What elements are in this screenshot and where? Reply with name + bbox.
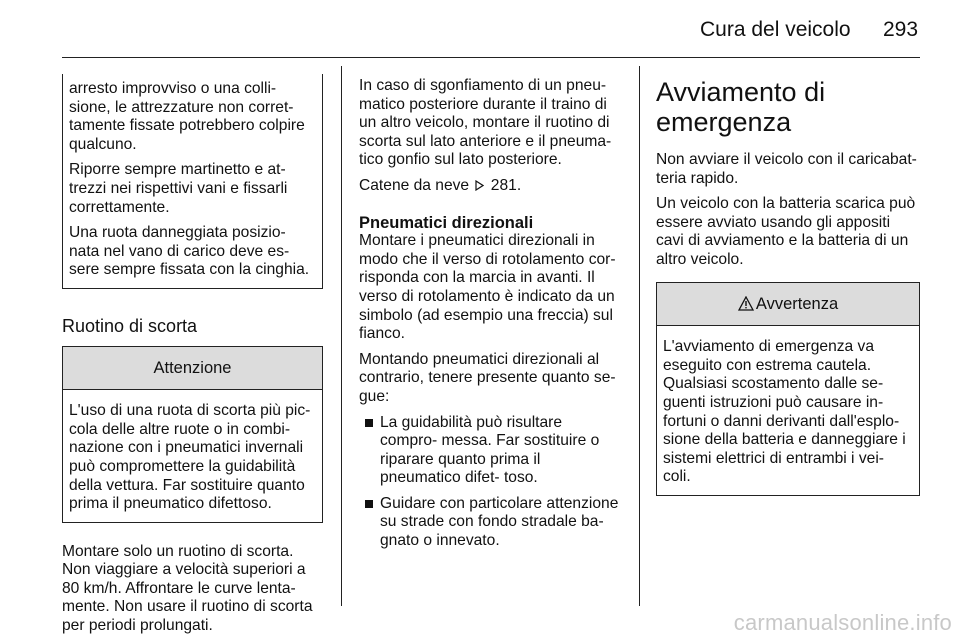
- section-title-spare-wheel: Ruotino di scorta: [62, 315, 198, 336]
- warning-box-header: [657, 283, 919, 327]
- snow-chains-text: Catene da neve: [359, 176, 470, 194]
- column-divider-right: [639, 66, 640, 606]
- warning-box: [656, 282, 920, 496]
- page-number: 293: [883, 18, 919, 41]
- list-item: [359, 414, 623, 488]
- warning-paragraph: Una ruota danneggiata posizio- nata nel vano di carico deve es- sere sempre fissata con la cinghia.: [69, 224, 310, 279]
- directional-reverse-paragraph: Montando pneumatici direzionali al contrario, tenere presente quanto se- gue:: [359, 350, 616, 405]
- list-item: [359, 495, 623, 551]
- right-triangle-outline-icon: [475, 180, 484, 191]
- towing-paragraph: In caso di sgonfiamento di un pneu- matico posteriore durante il traino di un altro veicolo, montare il ruotino di scorta sul lato anteriore e il pneuma- tico gonfio sul lato posteriore.: [359, 77, 612, 169]
- caution-box: [62, 346, 323, 523]
- caution-text: L'uso di una ruota di scorta più pic- cola delle altre ruote o in combi- nazione con i pneumatici invernali può compromettere la guidabilità della vettura. Far sostituire quanto prima il pneumatico difettoso.: [69, 402, 311, 513]
- caution-box-body: [63, 390, 322, 522]
- bullet-list: [359, 414, 623, 551]
- warning-text: L'avviamento di emergenza va eseguito con estrema cautela. Qualsiasi scostamento dalle se- guenti istruzioni può causare in- fortuni o danni derivanti dall'esplo- sione della batteria e danneggiare i sistemi elettrici di entrambi i vei- coli.: [663, 338, 906, 486]
- continued-warning-box: [62, 74, 323, 289]
- snow-chains-page-link[interactable]: 281.: [490, 176, 522, 194]
- header-rule: [62, 57, 920, 58]
- warning-triangle-icon: [738, 296, 754, 311]
- list-item-text: Guidare con particolare attenzione su strade con fondo stradale ba- gnato o innevato.: [380, 494, 619, 550]
- spare-wheel-paragraph: Montare solo un ruotino di scorta. Non viaggiare a velocità superiori a 80 km/h. Affrontare le curve lenta- mente. Non usare il ruotino di scorta per periodi prolungati.: [62, 542, 313, 635]
- jump-start-paragraph-2: Un veicolo con la batteria scarica può essere avviato usando gli appositi cavi di avviamento e la batteria di un altro veicolo.: [656, 195, 916, 268]
- column-divider-left: [341, 66, 342, 606]
- jump-start-paragraph-1: Non avviare il veicolo con il caricabat- teria rapido.: [656, 151, 917, 187]
- column-2: [359, 77, 623, 558]
- warning-box-title: Avvertenza: [755, 294, 839, 313]
- continued-warning-body: [63, 74, 322, 288]
- list-item-text: La guidabilità può risultare compro- messa. Far sostituire o riparare quanto prima il pneumatico difet- toso.: [380, 413, 600, 487]
- directional-paragraph: Montare i pneumatici direzionali in modo che il verso di rotolamento cor- risponda con la marcia in avanti. Il verso di rotolamento è indicato da un simbolo (ad esempio una freccia) sul fianco.: [359, 232, 616, 343]
- column-3: [656, 77, 920, 496]
- section-title-jump-start: Avviamento di emergenza: [656, 77, 826, 137]
- running-header-title: Cura del veicolo: [700, 18, 851, 41]
- square-bullet-icon: [365, 500, 373, 508]
- warning-box-body: [657, 326, 919, 495]
- square-bullet-icon: [365, 419, 373, 427]
- warning-paragraph: arresto improvviso o una colli- sione, le attrezzature non corret- tamente fissate potrebbero colpire qualcuno.: [69, 80, 305, 153]
- subheading-directional-tyres: Pneumatici direzionali: [359, 213, 534, 232]
- caution-box-title: Attenzione: [63, 347, 322, 391]
- warning-paragraph: Riporre sempre martinetto e at- trezzi nei rispettivi vani e fissarli correttamente.: [69, 161, 288, 216]
- snow-chains-reference: [359, 177, 623, 196]
- watermark: carmanualsonline.info: [733, 610, 952, 635]
- column-1: [62, 74, 323, 643]
